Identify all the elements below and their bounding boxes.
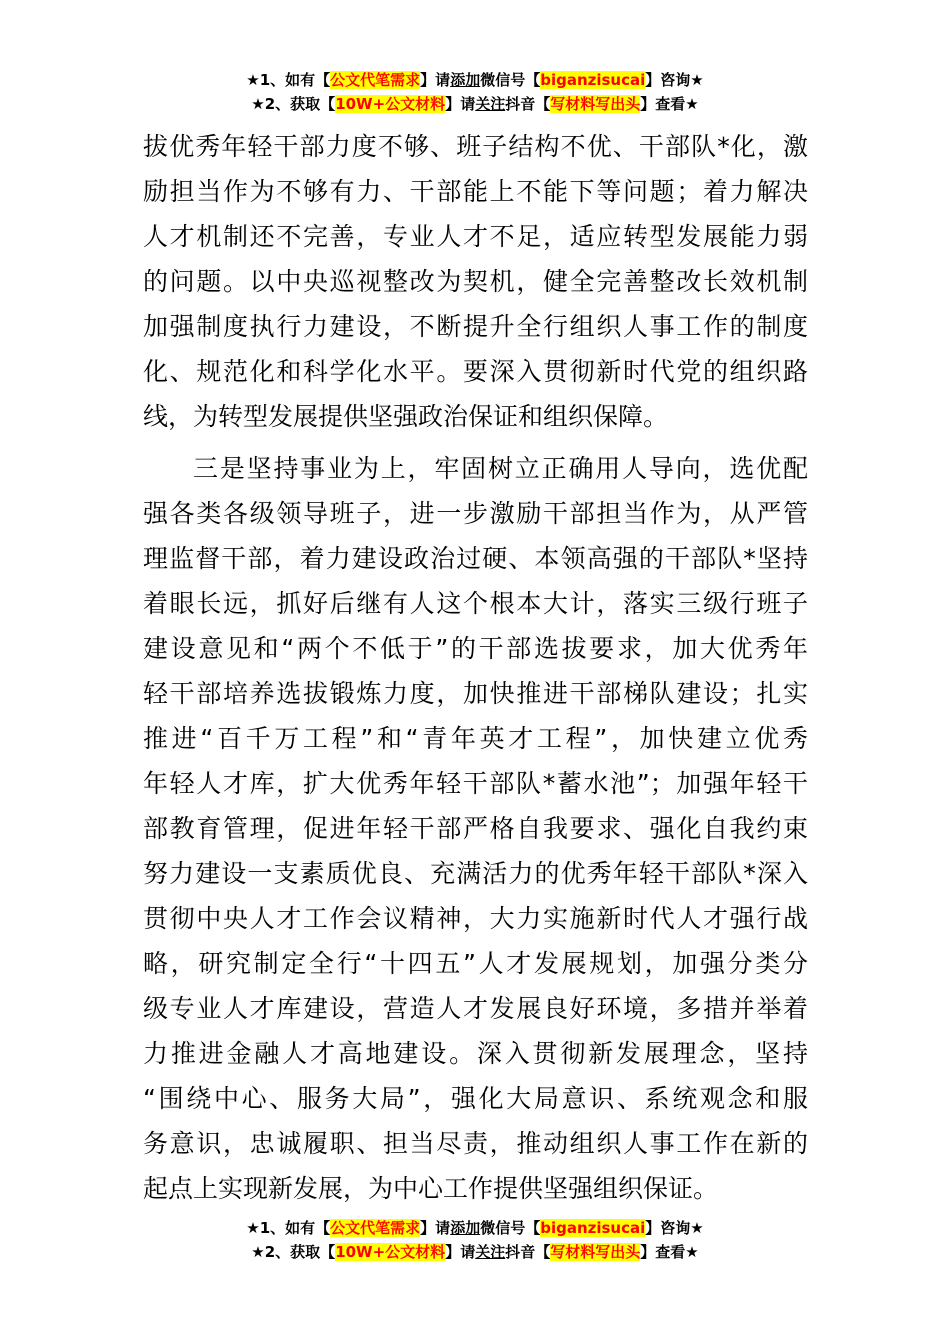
- highlight-douyin: 写材料写出头: [550, 1243, 641, 1261]
- paragraph-1: [143, 124, 808, 439]
- text-line: 人才机制还不完善，专业人才不足，适应转型发展能力弱: [143, 222, 808, 251]
- text-line: 理监督干部，着力建设政治过硬、本领高强的干部队*坚持: [143, 544, 808, 573]
- text-line: 三是坚持事业为上，牢固树立正确用人导向，选优配: [193, 454, 808, 483]
- text-line: 年轻人才库，扩大优秀年轻干部队*蓄水池”；加强年轻干: [143, 769, 808, 798]
- text-line: 线，为转型发展提供坚强政治保证和组织保障。: [143, 402, 669, 431]
- text-line: 拔优秀年轻干部力度不够、班子结构不优、干部队*化，激: [143, 132, 808, 161]
- text-line: 建设意见和“两个不低于”的干部选拔要求，加大优秀年: [143, 634, 808, 663]
- banner-line-2: ★2、获取【10W+公文材料】请关注抖音【写材料写出头】查看★: [251, 95, 699, 113]
- highlight-service: 公文代笔需求: [330, 71, 421, 89]
- text-line: 励担当作为不够有力、干部能上不能下等问题；着力解决: [143, 177, 808, 206]
- banner-line-1: ★1、如有【公文代笔需求】请添加微信号【biganzisucai】咨询★: [246, 71, 704, 89]
- text-line: 贯彻中央人才工作会议精神，大力实施新时代人才强行战: [143, 904, 808, 933]
- text-line: 强各类各级领导班子，进一步激励干部担当作为，从严管: [143, 499, 808, 528]
- text-line: 略，研究制定全行“十四五”人才发展规划，加强分类分: [143, 949, 808, 978]
- text-line: 部教育管理，促进年轻干部严格自我要求、强化自我约束: [143, 814, 808, 843]
- highlight-douyin: 写材料写出头: [550, 95, 641, 113]
- text-line: “围绕中心、服务大局”，强化大局意识、系统观念和服: [143, 1084, 808, 1113]
- highlight-service: 公文代笔需求: [330, 1219, 421, 1237]
- highlight-wechat-id: biganzisucai: [540, 1219, 646, 1237]
- header-banner: [0, 68, 950, 116]
- banner-line-2: ★2、获取【10W+公文材料】请关注抖音【写材料写出头】查看★: [251, 1243, 699, 1261]
- text-line: 努力建设一支素质优良、充满活力的优秀年轻干部队*深入: [143, 859, 808, 888]
- text-line: 推进“百千万工程”和“青年英才工程”，加快建立优秀: [143, 724, 808, 753]
- text-line: 加强制度执行力建设，不断提升全行组织人事工作的制度: [143, 312, 808, 341]
- text-line: 化、规范化和科学化水平。要深入贯彻新时代党的组织路: [143, 357, 808, 386]
- text-line: 力推进金融人才高地建设。深入贯彻新发展理念，坚持: [143, 1039, 808, 1068]
- highlight-wechat-id: biganzisucai: [540, 71, 646, 89]
- banner-line-1: ★1、如有【公文代笔需求】请添加微信号【biganzisucai】咨询★: [246, 1219, 704, 1237]
- text-line: 起点上实现新发展，为中心工作提供坚强组织保证。: [143, 1174, 719, 1203]
- text-line: 级专业人才库建设，营造人才发展良好环境，多措并举着: [143, 994, 808, 1023]
- text-line: 轻干部培养选拔锻炼力度，加快推进干部梯队建设；扎实: [143, 679, 808, 708]
- highlight-materials: 10W+公文材料: [335, 1243, 446, 1261]
- text-line: 务意识，忠诚履职、担当尽责，推动组织人事工作在新的: [143, 1129, 808, 1158]
- text-line: 的问题。以中央巡视整改为契机，健全完善整改长效机制: [143, 267, 808, 296]
- highlight-materials: 10W+公文材料: [335, 95, 446, 113]
- footer-banner: [0, 1216, 950, 1264]
- text-line: 着眼长远，抓好后继有人这个根本大计，落实三级行班子: [143, 589, 808, 618]
- paragraph-2: [143, 446, 808, 1211]
